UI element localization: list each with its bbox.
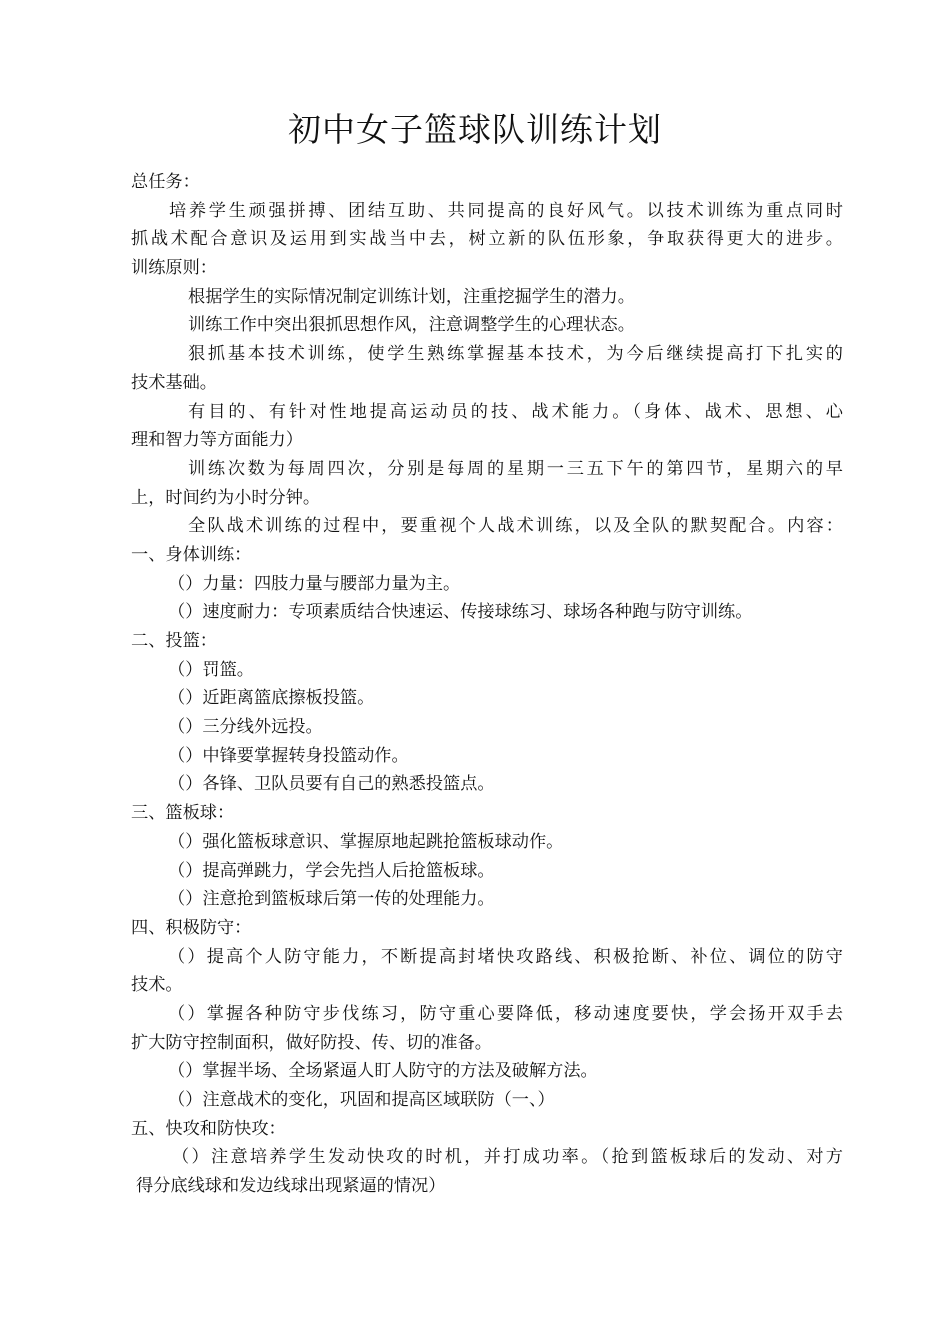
text-line: （）注意培养学生发动快攻的时机，并打成功率。（抢到篮板球后的发动、对方 [172, 1147, 843, 1168]
text-line: 二、投篮： [131, 631, 217, 651]
text-line: （）注意抢到篮板球后第一传的处理能力。 [168, 889, 495, 910]
text-line: 三、篮板球： [131, 803, 235, 824]
text-line: （）各锋、卫队员要有自己的熟悉投篮点。 [168, 774, 495, 795]
text-line: 根据学生的实际情况制定训练计划，注重挖掘学生的潜力。 [188, 286, 635, 307]
text-line: （）强化篮板球意识、掌握原地起跳抢篮板球动作。 [168, 831, 564, 852]
text-line: 训练次数为每周四次，分别是每周的星期一三五下午的第四节，星期六的早 [188, 458, 843, 479]
text-line: （）注意战术的变化，巩固和提高区域联防（一、） [168, 1090, 555, 1110]
text-line: 全队战术训练的过程中，要重视个人战术训练，以及全队的默契配合。内容： [188, 516, 843, 537]
text-line: （）中锋要掌握转身投篮动作。 [168, 745, 409, 766]
document-title: 初中女子篮球队训练计划 [288, 110, 662, 149]
text-line: 一、身体训练： [131, 544, 252, 565]
text-line: （）三分线外远投。 [168, 717, 323, 738]
text-line: 五、快攻和防快攻： [131, 1118, 286, 1139]
text-line: （）罚篮。 [168, 659, 254, 680]
text-line: （）掌握各种防守步伐练习，防守重心要降低，移动速度要快，学会扬开双手去 [168, 1003, 843, 1024]
text-line: （）力量：四肢力量与腰部力量为主。 [168, 573, 461, 594]
text-line: 得分底线球和发边线球出现紧逼的情况） [136, 1176, 446, 1197]
text-line: 培养学生顽强拼搏、团结互助、共同提高的良好风气。以技术训练为重点同时 [169, 200, 843, 221]
text-line: 训练原则： [131, 258, 217, 279]
text-line: 有目的、有针对性地提高运动员的技、战术能力。（身体、战术、思想、心 [188, 401, 843, 422]
text-line: 训练工作中突出狠抓思想作风，注意调整学生的心理状态。 [188, 315, 635, 336]
text-line: 狠抓基本技术训练，使学生熟练掌握基本技术，为今后继续提高打下扎实的 [188, 344, 843, 365]
text-line: 技术基础。 [131, 372, 217, 393]
document-body [131, 168, 843, 1201]
text-line: 抓战术配合意识及运用到实战当中去，树立新的队伍形象，争取获得更大的进步。 [131, 229, 843, 250]
text-line: 技术。 [131, 975, 183, 996]
text-line: （）掌握半场、全场紧逼人盯人防守的方法及破解方法。 [168, 1061, 598, 1082]
text-line: （）提高弹跳力，学会先挡人后抢篮板球。 [168, 860, 495, 881]
text-line: （）近距离篮底擦板投篮。 [168, 688, 375, 709]
text-line: 四、积极防守： [131, 917, 252, 938]
text-line: 扩大防守控制面积，做好防投、传、切的准备。 [131, 1032, 492, 1053]
text-line: （）提高个人防守能力，不断提高封堵快攻路线、积极抢断、补位、调位的防守 [168, 946, 843, 967]
text-line: 总任务： [131, 172, 200, 192]
text-line: 上，时间约为小时分钟。 [131, 487, 321, 508]
text-line: （）速度耐力：专项素质结合快速运、传接球练习、球场各种跑与防守训练。 [168, 602, 753, 623]
text-line: 理和智力等方面能力） [131, 430, 303, 451]
